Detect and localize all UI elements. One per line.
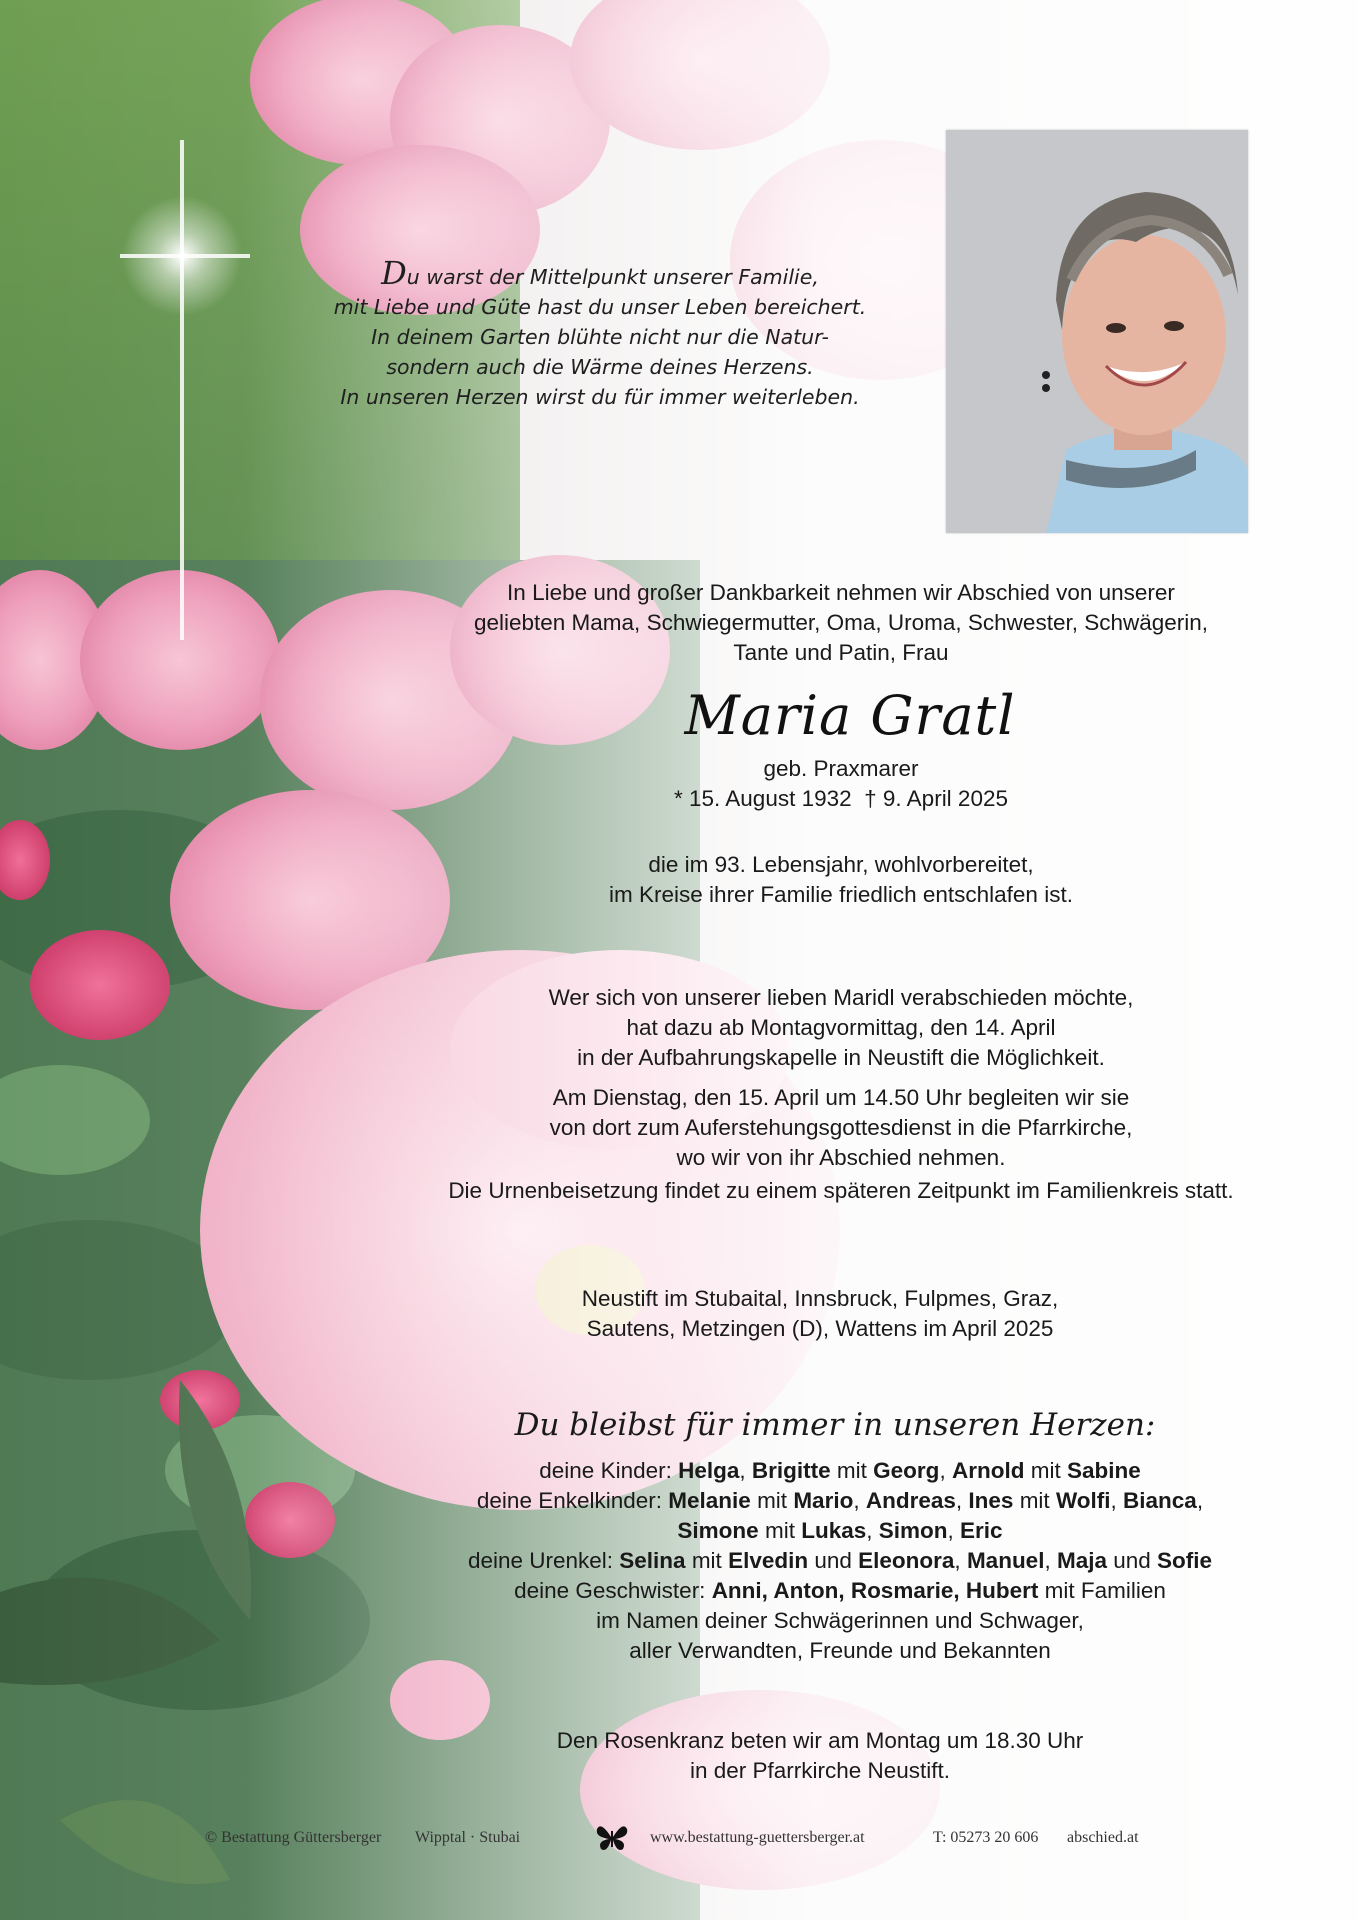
urn-text: Die Urnenbeisetzung findet zu einem späteren Zeitpunkt im Familienkreis statt. — [448, 1178, 1234, 1203]
life-dates: * 15. August 1932 † 9. April 2025 — [673, 786, 1008, 811]
great-grandchildren-line: deine Urenkel: Selina mit Elvedin und Eleonora, Manuel, Maja und Sofie — [467, 1548, 1213, 1573]
quote-line-3: In deinem Garten blühte nicht nur die Natur- — [371, 325, 829, 349]
family-subheading: Du bleibst für immer in unseren Herzen: — [514, 1407, 1156, 1443]
footer-region: Wipptal · Stubai — [415, 1829, 521, 1846]
family-list — [380, 1456, 1300, 1666]
footer-portal[interactable]: abschied.at — [1067, 1829, 1139, 1846]
footer — [200, 1823, 1200, 1853]
relatives-line: aller Verwandten, Freunde und Bekannten — [629, 1638, 1051, 1663]
quote-line-2: mit Liebe und Güte hast du unser Leben bereichert. — [333, 295, 867, 319]
passing-text: die im 93. Lebensjahr, wohlvorbereitet, im Kreise ihrer Familie friedlich entschlafen ist. — [609, 852, 1073, 907]
places-text: Neustift im Stubaital, Innsbruck, Fulpmes, Graz, Sautens, Metzingen (D), Wattens im April 2025 — [581, 1286, 1059, 1341]
footer-phone: T: 05273 20 606 — [933, 1829, 1039, 1846]
grandchildren-line: deine Enkelkinder: Melanie mit Mario, Andreas, Ines mit Wolfi, Bianca, — [476, 1488, 1204, 1513]
farewell-text: Wer sich von unserer lieben Maridl verabschieden möchte, hat dazu ab Montagvormittag, den 14. April in der Aufbahrungskapelle in Neustift die Möglichkeit. — [548, 985, 1134, 1070]
inlaws-line: im Namen deiner Schwägerinnen und Schwager, — [596, 1608, 1084, 1633]
grandchildren-line-2: Simone mit Lukas, Simon, Eric — [677, 1518, 1003, 1543]
memorial-quote — [270, 254, 930, 412]
quote-line-1: Du warst der Mittelpunkt unserer Familie, — [381, 254, 819, 292]
siblings-line: deine Geschwister: Anni, Anton, Rosmarie, Hubert mit Familien — [514, 1578, 1166, 1603]
children-line: deine Kinder: Helga, Brigitte mit Georg, Arnold mit Sabine — [539, 1458, 1141, 1483]
footer-company: © Bestattung Güttersberger — [205, 1829, 382, 1846]
quote-line-5: In unseren Herzen wirst du für immer weiterleben. — [340, 385, 860, 409]
quote-line-4: sondern auch die Wärme deines Herzens. — [386, 355, 814, 379]
portrait-photo — [946, 130, 1248, 533]
butterfly-icon — [595, 1823, 629, 1858]
birth-name: geb. Praxmarer — [763, 756, 919, 781]
birth-and-dates — [396, 754, 1286, 814]
footer-website[interactable]: www.bestattung-guettersberger.at — [650, 1829, 865, 1846]
intro-text: In Liebe und großer Dankbarkeit nehmen wir Abschied von unserer geliebten Mama, Schwiegermutter, Oma, Uroma, Schwester, Schwägerin, Tante und Patin, Frau — [473, 580, 1209, 665]
deceased-name: Maria Gratl — [684, 684, 1016, 747]
rosary-text: Den Rosenkranz beten wir am Montag um 18.30 Uhr in der Pfarrkirche Neustift. — [556, 1728, 1084, 1783]
service-text: Am Dienstag, den 15. April um 14.50 Uhr begleiten wir sie von dort zum Auferstehungsgottesdienst in die Pfarrkirche, wo wir von ihr Abschied nehmen. — [549, 1085, 1133, 1170]
quote-dropcap: D — [381, 254, 407, 292]
